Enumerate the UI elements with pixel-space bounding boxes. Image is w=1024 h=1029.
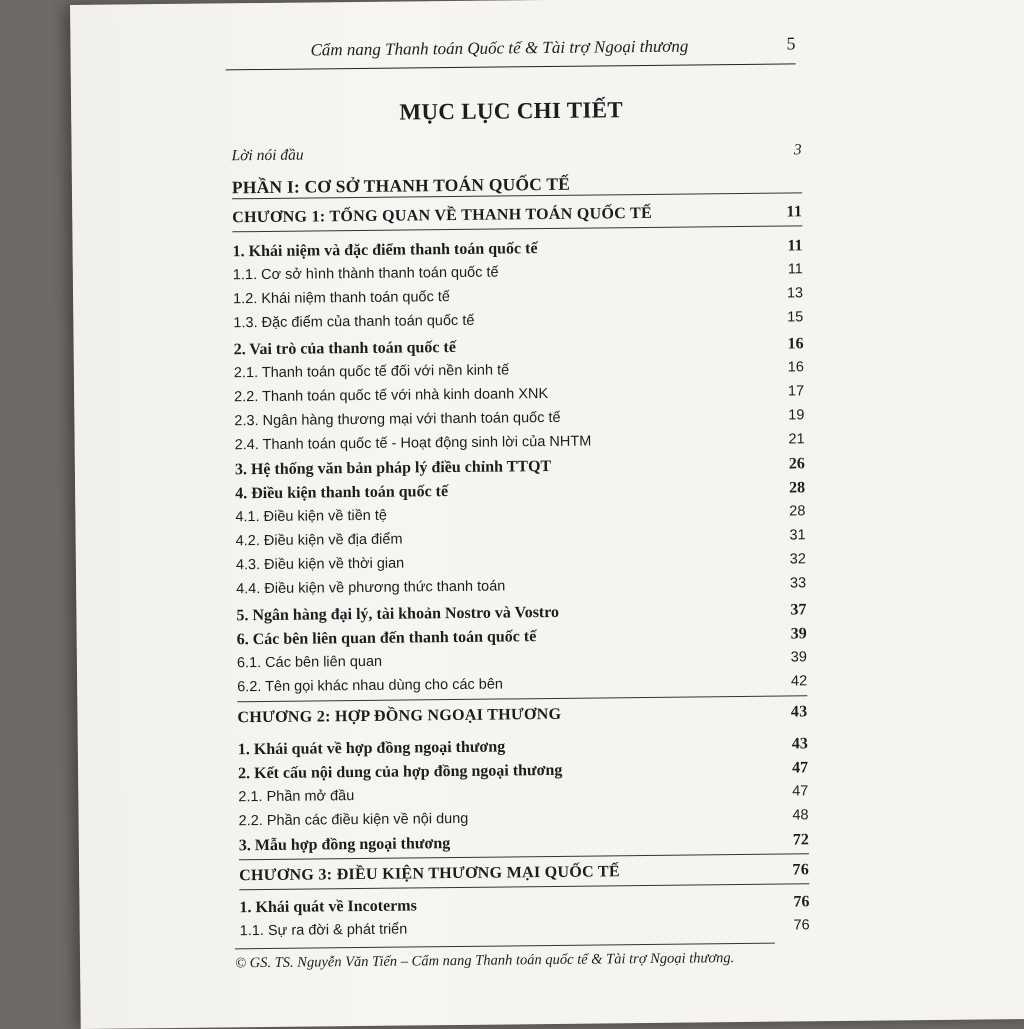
- toc-entry: [239, 831, 809, 855]
- toc-entry-page: 39: [777, 625, 807, 643]
- toc-entry-label: 1.1. Sự ra đời & phát triển: [240, 922, 408, 940]
- header-page-number: 5: [786, 33, 795, 54]
- toc-entry-page: 32: [776, 551, 806, 567]
- toc-entry-label: 2.2. Phần các điều kiện về nội dung: [238, 811, 468, 829]
- toc-entry: [238, 807, 808, 829]
- toc-entry-label: 1.1. Cơ sở hình thành thanh toán quốc tế: [233, 265, 499, 284]
- toc-entry-label: 2.2. Thanh toán quốc tế với nhà kinh doanh XNK: [234, 386, 548, 405]
- toc-entry: [238, 735, 808, 759]
- toc-entry-label: 6.1. Các bên liên quan: [237, 654, 382, 672]
- toc-entry: [233, 309, 803, 331]
- toc-entry-page: 48: [778, 807, 808, 823]
- toc-entry: [232, 203, 802, 227]
- toc-entry-label: 2.3. Ngân hàng thương mại với thanh toán quốc tế: [234, 410, 560, 429]
- toc-entry-label: 4.3. Điều kiện về thời gian: [236, 556, 404, 574]
- toc-entry: [237, 703, 807, 727]
- toc-entry-page: 11: [773, 261, 803, 277]
- toc-entry-label: 5. Ngân hàng đại lý, tài khoản Nostro và Vostro: [236, 604, 559, 625]
- toc-entry-label: 4.2. Điều kiện về địa điểm: [236, 532, 403, 550]
- toc-entry-page: 47: [778, 783, 808, 799]
- toc-entry: [238, 783, 808, 805]
- toc-entry-page: 13: [773, 285, 803, 301]
- toc-entry-page: 76: [779, 893, 809, 911]
- book-page: [70, 0, 1024, 1029]
- toc-entry-page: 16: [774, 359, 804, 375]
- toc-entry-page: 28: [775, 503, 805, 519]
- toc-entry: [237, 673, 807, 695]
- toc-entry-label: 6.2. Tên gọi khác nhau dùng cho các bên: [237, 676, 503, 695]
- toc-entry: [238, 759, 808, 783]
- toc-entry: [236, 575, 806, 597]
- toc-entry: [232, 141, 802, 165]
- toc-entry-label: CHƯƠNG 1: TỔNG QUAN VỀ THANH TOÁN QUỐC TẾ: [232, 205, 652, 227]
- toc-entry-label: 4.1. Điều kiện về tiền tệ: [235, 508, 387, 526]
- toc-entry-page: 76: [779, 861, 809, 879]
- toc-entry-page: 47: [778, 759, 808, 777]
- toc-entry: [235, 503, 805, 525]
- toc-entry: [239, 893, 809, 917]
- toc-entry-label: 1.2. Khái niệm thanh toán quốc tế: [233, 289, 450, 307]
- toc-entry-page: 17: [774, 383, 804, 399]
- toc-entry-page: 31: [776, 527, 806, 543]
- toc-entry-page: 11: [773, 237, 803, 255]
- toc-entry: [239, 861, 809, 885]
- toc-entry-label: PHẦN I: CƠ SỞ THANH TOÁN QUỐC TẾ: [232, 174, 570, 199]
- toc-entry-label: CHƯƠNG 3: ĐIỀU KIỆN THƯƠNG MẠI QUỐC TẾ: [239, 863, 620, 885]
- toc-entry-page: 3: [771, 141, 801, 159]
- toc-entry: [236, 601, 806, 625]
- toc-entry-page: 72: [779, 831, 809, 849]
- toc-entry-label: 2. Vai trò của thanh toán quốc tế: [234, 339, 456, 359]
- toc-entry-page: 42: [777, 673, 807, 689]
- toc-entry-page: 76: [780, 917, 810, 933]
- toc-entry-label: 3. Mẫu hợp đồng ngoại thương: [239, 835, 451, 855]
- toc-entry: [240, 917, 810, 939]
- toc-entry-page: 19: [774, 407, 804, 423]
- toc-entry-label: 2.1. Phần mở đầu: [238, 788, 354, 805]
- toc-entry: [234, 407, 804, 429]
- toc-entry-label: 1. Khái quát về Incoterms: [239, 897, 417, 917]
- toc-entry: [236, 551, 806, 573]
- toc-entry: [236, 527, 806, 549]
- running-header: [225, 33, 795, 70]
- toc-entry: [235, 455, 805, 479]
- page-title: MỤC LỤC CHI TIẾT: [226, 95, 796, 127]
- section-divider: [237, 695, 807, 702]
- toc-entry: [234, 359, 804, 381]
- toc-entry-page: 11: [772, 203, 802, 221]
- toc-entry-page: 26: [775, 455, 805, 473]
- toc-entry-label: 1. Khái quát về hợp đồng ngoại thương: [238, 738, 506, 759]
- toc-entry-page: 43: [778, 735, 808, 753]
- toc-entry-label: CHƯƠNG 2: HỢP ĐỒNG NGOẠI THƯƠNG: [237, 706, 561, 727]
- footer-copyright: © GS. TS. Nguyễn Văn Tiến – Cẩm nang Thanh toán quốc tế & Tài trợ Ngoại thương.: [235, 949, 805, 972]
- toc-entry: [235, 479, 805, 503]
- toc-entry: [233, 285, 803, 307]
- toc-entry-label: 2.4. Thanh toán quốc tế - Hoạt động sinh lời của NHTM: [235, 434, 592, 454]
- toc-entry-page: 28: [775, 479, 805, 497]
- toc-entry: [234, 383, 804, 405]
- toc-entry: [237, 649, 807, 671]
- toc-entry-page: 37: [776, 601, 806, 619]
- table-of-contents: [232, 141, 802, 147]
- toc-entry: [235, 431, 805, 453]
- toc-entry-label: 6. Các bên liên quan đến thanh toán quốc tế: [237, 628, 537, 649]
- toc-entry-page: 43: [777, 703, 807, 721]
- toc-entry-page: 16: [774, 335, 804, 353]
- toc-entry-label: 3. Hệ thống văn bản pháp lý điều chỉnh TTQT: [235, 458, 551, 479]
- toc-entry-page: 33: [776, 575, 806, 591]
- toc-entry-label: 1. Khái niệm và đặc điểm thanh toán quốc tế: [233, 240, 538, 261]
- toc-entry-label: 1.3. Đặc điểm của thanh toán quốc tế: [233, 313, 474, 332]
- header-title: Cẩm nang Thanh toán Quốc tế & Tài trợ Ngoại thương: [310, 37, 688, 61]
- toc-entry-page: 39: [777, 649, 807, 665]
- toc-entry-label: 2. Kết cấu nội dung của hợp đồng ngoại thương: [238, 762, 562, 783]
- toc-entry-page: 21: [775, 431, 805, 447]
- toc-entry-label: 2.1. Thanh toán quốc tế đối với nền kinh tế: [234, 362, 509, 381]
- toc-entry: [233, 237, 803, 261]
- toc-entry-page: 15: [773, 309, 803, 325]
- toc-entry: [234, 335, 804, 359]
- toc-entry-label: 4.4. Điều kiện về phương thức thanh toán: [236, 578, 505, 597]
- toc-entry: [233, 261, 803, 283]
- toc-entry: [232, 171, 802, 198]
- footer-divider: [235, 943, 775, 950]
- toc-entry-label: Lời nói đầu: [232, 147, 304, 166]
- toc-entry-label: 4. Điều kiện thanh toán quốc tế: [235, 483, 448, 503]
- toc-entry: [237, 625, 807, 649]
